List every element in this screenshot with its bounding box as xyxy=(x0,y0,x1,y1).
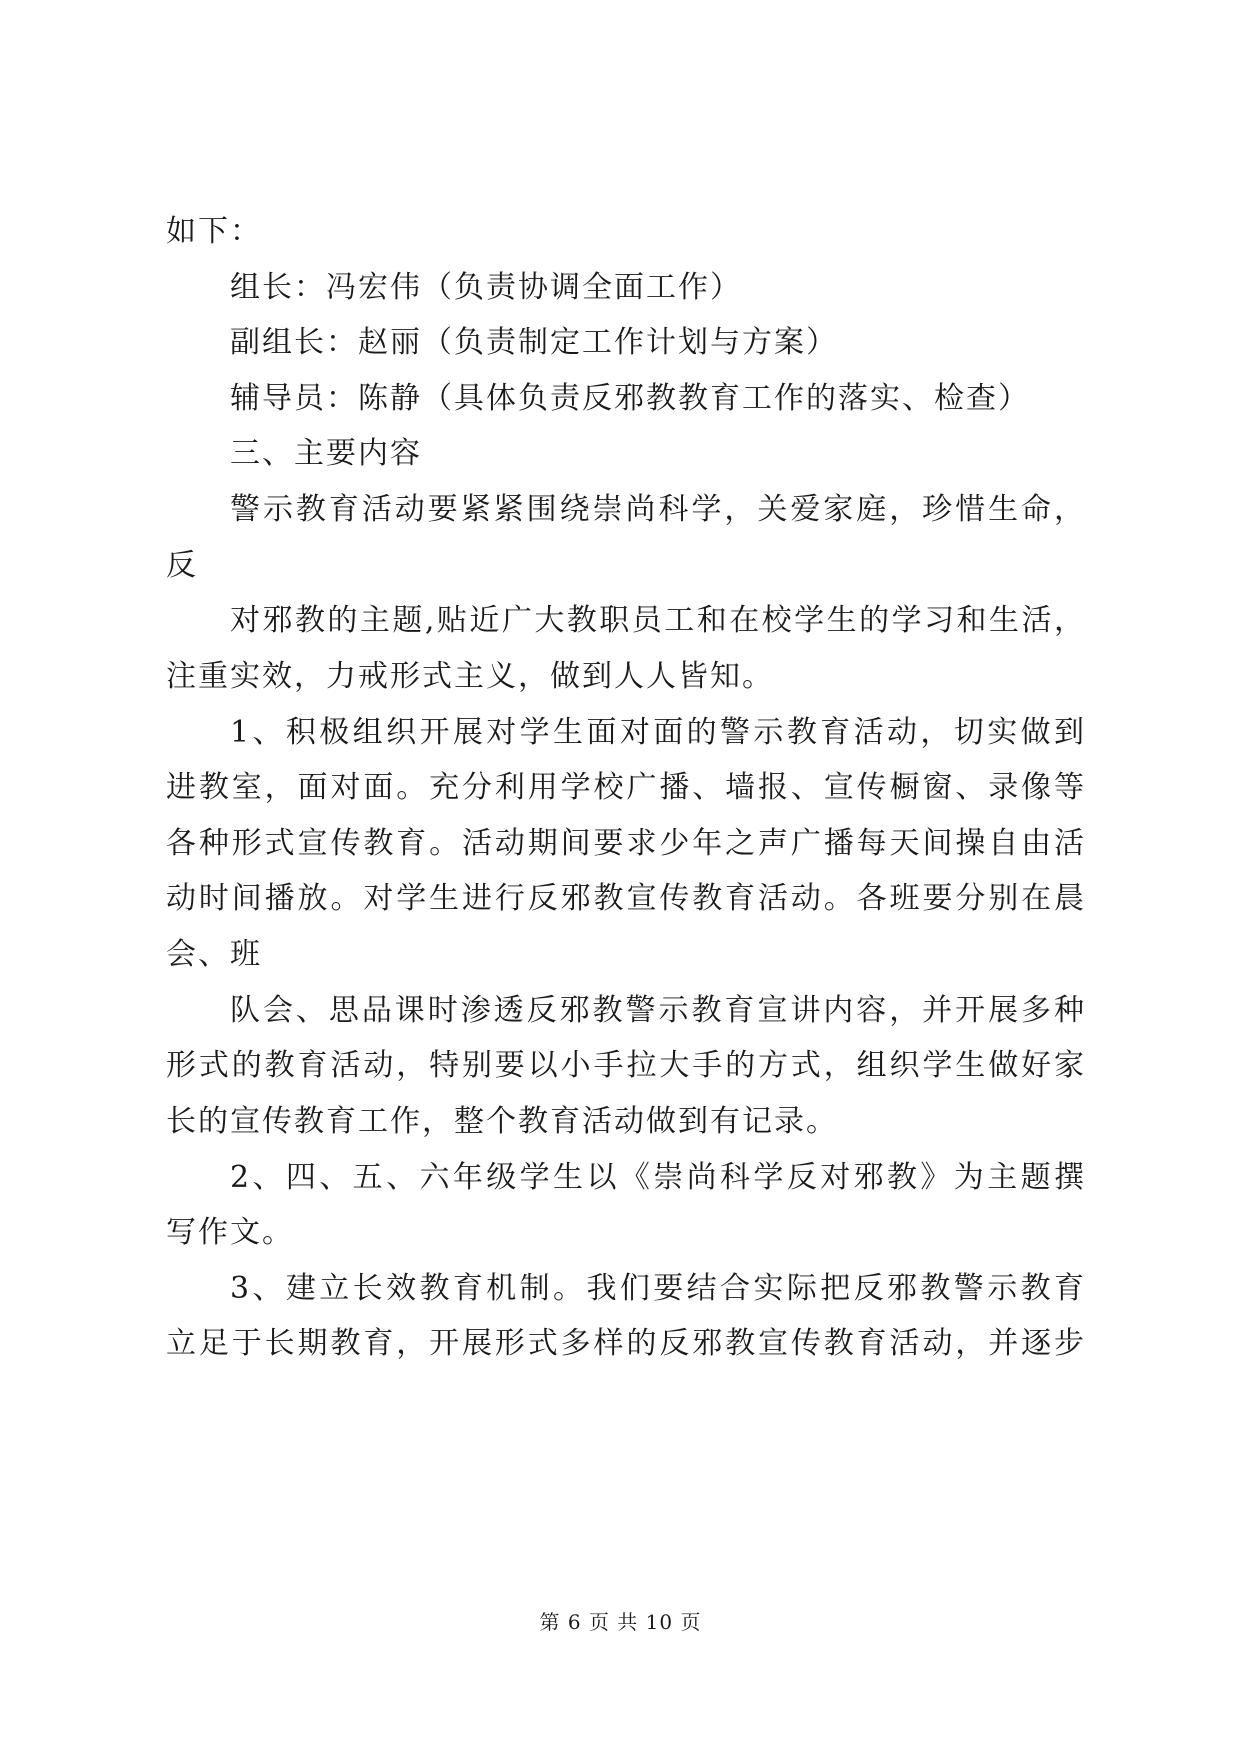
paragraph-line: 队会、思品课时渗透反邪教警示教育宣讲内容，并开展多种 xyxy=(230,993,1086,1028)
text-line-deputy-leader: 副组长：赵丽（负责制定工作计划与方案） xyxy=(230,325,838,360)
list-item-2-line: 2、四、五、六年级学生以《崇尚科学反对邪教》为主题撰 xyxy=(230,1160,1086,1195)
list-item-2-line: 写作文。 xyxy=(166,1215,294,1250)
list-item-3-line: 立足于长期教育，开展形式多样的反邪教宣传教育活动，并逐步 xyxy=(166,1326,1086,1361)
list-item-1-line: 会、班 xyxy=(166,937,262,972)
list-item-1-line: 1、积极组织开展对学生面对面的警示教育活动，切实做到 xyxy=(230,715,1086,750)
paragraph-line: 注重实效，力戒形式主义，做到人人皆知。 xyxy=(166,659,774,694)
page-number-footer: 第 6 页 共 10 页 xyxy=(539,1610,702,1634)
list-item-3-line: 3、建立长效教育机制。我们要结合实际把反邪教警示教育 xyxy=(230,1271,1086,1306)
list-item-1-line: 进教室，面对面。充分利用学校广播、墙报、宣传橱窗、录像等 xyxy=(166,770,1086,805)
paragraph-line: 警示教育活动要紧紧围绕崇尚科学，关爱家庭，珍惜生命， xyxy=(230,492,1086,527)
section-heading: 三、主要内容 xyxy=(230,436,422,471)
text-line-group-leader: 组长：冯宏伟（负责协调全面工作） xyxy=(230,270,742,305)
list-item-1-line: 各种形式宣传教育。活动期间要求少年之声广播每天间操自由活 xyxy=(166,826,1086,861)
text-line-continuation: 如下： xyxy=(166,214,262,249)
list-item-1-line: 动时间播放。对学生进行反邪教宣传教育活动。各班要分别在晨 xyxy=(166,881,1086,916)
paragraph-line: 反 xyxy=(166,548,198,583)
paragraph-line: 形式的教育活动，特别要以小手拉大手的方式，组织学生做好家 xyxy=(166,1048,1086,1083)
text-line-counselor: 辅导员：陈静（具体负责反邪教教育工作的落实、检查） xyxy=(230,381,1030,416)
paragraph-line: 长的宣传教育工作，整个教育活动做到有记录。 xyxy=(166,1104,838,1139)
paragraph-line: 对邪教的主题,贴近广大教职员工和在校学生的学习和生活， xyxy=(230,603,1086,638)
